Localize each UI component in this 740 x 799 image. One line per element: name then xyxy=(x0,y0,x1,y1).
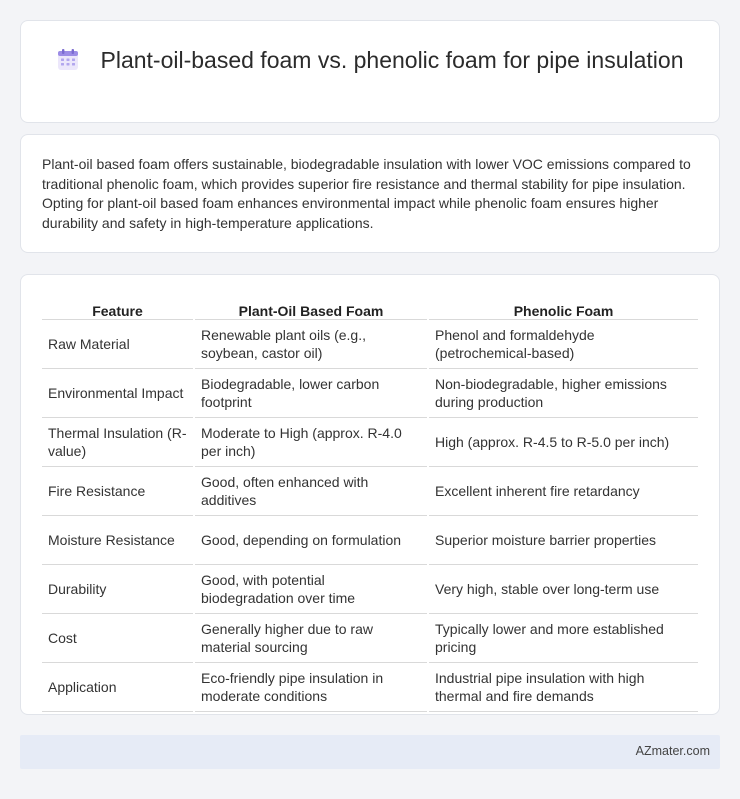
phenolic-cell: Non-biodegradable, higher emissions during production xyxy=(428,368,698,417)
phenolic-cell: Superior moisture barrier properties xyxy=(428,515,698,564)
table-row xyxy=(42,417,698,466)
feature-cell: Thermal Insulation (R-value) xyxy=(42,417,194,466)
table-header-row xyxy=(42,297,698,319)
feature-cell: Durability xyxy=(42,564,194,613)
plant-oil-cell: Good, depending on formulation xyxy=(194,515,428,564)
title-card xyxy=(20,20,720,123)
comparison-table xyxy=(42,297,698,712)
page-title-text: Plant-oil-based foam vs. phenolic foam for pipe insulation xyxy=(100,47,684,73)
plant-oil-cell: Moderate to High (approx. R-4.0 per inch) xyxy=(194,417,428,466)
feature-cell: Cost xyxy=(42,613,194,662)
phenolic-cell: Phenol and formaldehyde (petrochemical-based) xyxy=(428,319,698,368)
phenolic-cell: High (approx. R-4.5 to R-5.0 per inch) xyxy=(428,417,698,466)
feature-cell: Moisture Resistance xyxy=(42,515,194,564)
header-feature: Feature xyxy=(42,297,194,319)
phenolic-cell: Very high, stable over long-term use xyxy=(428,564,698,613)
plant-oil-cell: Renewable plant oils (e.g., soybean, castor oil) xyxy=(194,319,428,368)
table-row xyxy=(42,662,698,711)
phenolic-cell: Typically lower and more established pricing xyxy=(428,613,698,662)
footer-brand: AZmater.com xyxy=(635,744,710,758)
plant-oil-cell: Generally higher due to raw material sourcing xyxy=(194,613,428,662)
table-row xyxy=(42,319,698,368)
feature-cell: Raw Material xyxy=(42,319,194,368)
calendar-icon xyxy=(57,49,79,71)
page-title xyxy=(21,46,719,75)
plant-oil-cell: Good, with potential biodegradation over time xyxy=(194,564,428,613)
table-row xyxy=(42,613,698,662)
phenolic-cell: Excellent inherent fire retardancy xyxy=(428,466,698,515)
summary-card xyxy=(20,134,720,253)
header-plant-oil-foam: Plant-Oil Based Foam xyxy=(194,297,428,319)
feature-cell: Fire Resistance xyxy=(42,466,194,515)
table-row xyxy=(42,564,698,613)
table-row xyxy=(42,368,698,417)
phenolic-cell: Industrial pipe insulation with high thermal and fire demands xyxy=(428,662,698,711)
footer-bar xyxy=(20,735,720,769)
feature-cell: Application xyxy=(42,662,194,711)
plant-oil-cell: Biodegradable, lower carbon footprint xyxy=(194,368,428,417)
table-row xyxy=(42,515,698,564)
plant-oil-cell: Good, often enhanced with additives xyxy=(194,466,428,515)
comparison-table-card xyxy=(20,274,720,715)
header-phenolic-foam: Phenolic Foam xyxy=(428,297,698,319)
plant-oil-cell: Eco-friendly pipe insulation in moderate conditions xyxy=(194,662,428,711)
summary-text: Plant-oil based foam offers sustainable, biodegradable insulation with lower VOC emissions compared to traditional phenolic foam, which provides superior fire resistance and thermal stability for pipe insulation. Opting for plant-oil based foam enhances environmental impact while phenolic foam ensures higher durability and safety in high-temperature applications. xyxy=(42,156,691,231)
feature-cell: Environmental Impact xyxy=(42,368,194,417)
table-row xyxy=(42,466,698,515)
